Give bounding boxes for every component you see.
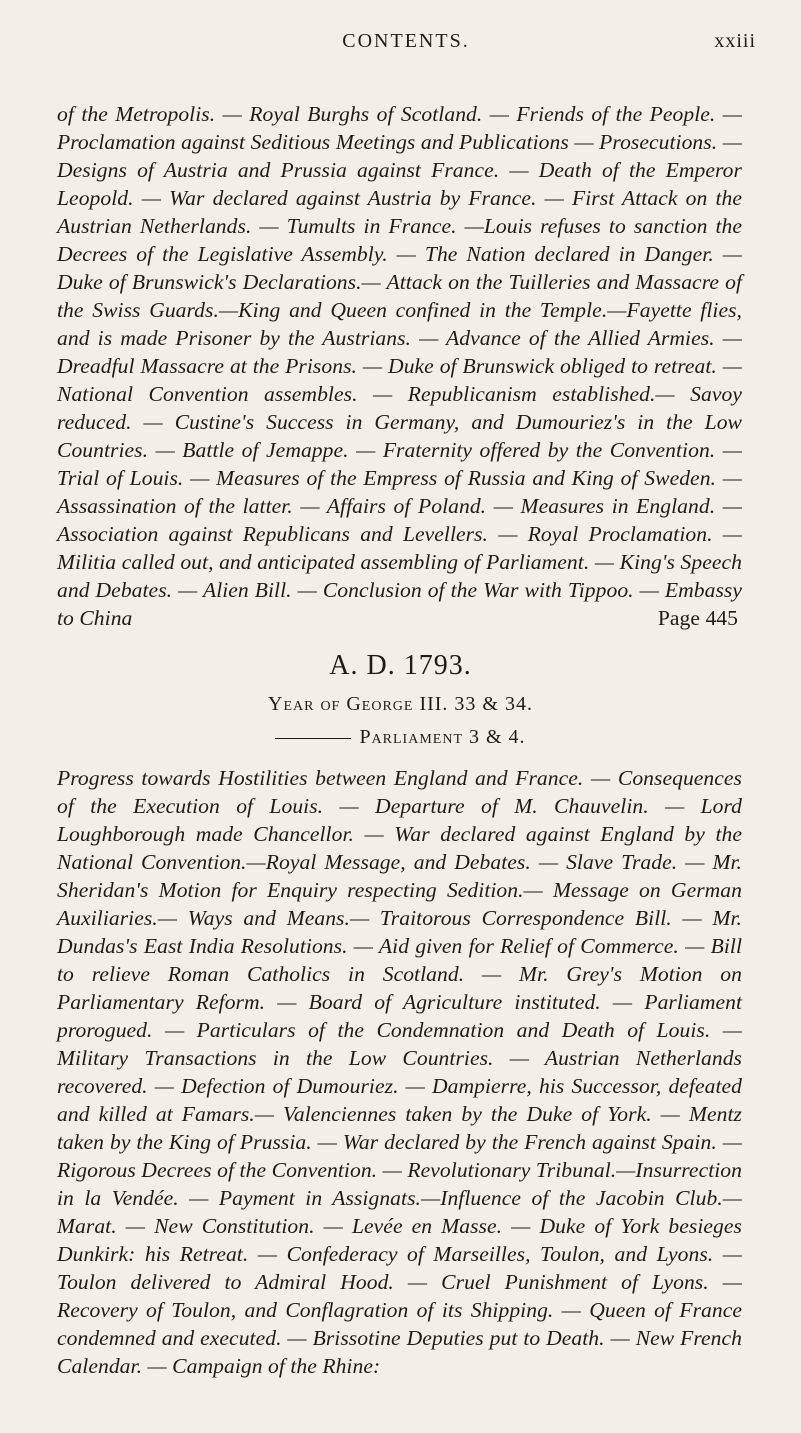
page-number: xxiii [714,30,756,52]
running-head [56,30,756,62]
page-reference: Page 445 [657,606,738,630]
parliament-text: Parliament 3 & 4. [359,726,526,748]
reign-line: Year of George III. 33 & 34. [268,693,533,715]
parliament-line [0,726,801,749]
dash-rule [275,738,351,739]
running-title: CONTENTS. [342,30,470,52]
year-heading: A. D. 1793. [329,650,472,681]
contents-text-2: Progress towards Hostilities between England and France. — Consequences of the Execution of Louis. — Departure of M. Chauvelin. — Lord Loughborough made Chancellor. — War declared against England by the National Convention.—Royal Message, and Debates. — Slave Trade. — Mr. Sheridan's Motion for Enquiry respecting Sedition.— Message on German Auxiliaries.— Ways and Means.— Traitorous Correspondence Bill. — Mr. Dundas's East India Resolutions. — Aid given for Relief of Commerce. — Bill to relieve Roman Catholics in Scotland. — Mr. Grey's Motion on Parliamentary Reform. — Board of Agriculture instituted. — Parliament prorogued. — Particulars of the Condemnation and Death of Louis. — Military Transactions in the Low Countries. — Austrian Netherlands recovered. — Defection of Dumouriez. — Dampierre, his Successor, defeated and killed at Famars.— Valenciennes taken by the Duke of York. — Mentz taken by the King of Prussia. — War declared by the French against Spain. — Rigorous Decrees of the Convention. — Revolutionary Tribunal.—Insurrection in la Vendée. — Payment in Assignats.—Influence of the Jacobin Club.—Marat. — New Constitution. — Levée en Masse. — Duke of York besieges Dunkirk: his Retreat. — Confederacy of Marseilles, Toulon, and Lyons. — Toulon delivered to Admiral Hood. — Cruel Punishment of Lyons. — Recovery of Toulon, and Conflagration of its Shipping. — Queen of France condemned and executed. — Brissotine Deputies put to Death. — New French Calendar. — Campaign of the Rhine: [57,766,742,1378]
contents-paragraph-1 [57,100,742,632]
contents-text-1: of the Metropolis. — Royal Burghs of Scotland. — Friends of the People. — Proclamation against Seditious Meetings and Publications — Prosecutions. — Designs of Austria and Prussia against France. — Death of the Emperor Leopold. — War declared against Austria by France. — First Attack on the Austrian Netherlands. — Tumults in France. —Louis refuses to sanction the Decrees of the Legislative Assembly. — The Nation declared in Danger. — Duke of Brunswick's Declarations.— Attack on the Tuilleries and Massacre of the Swiss Guards.—King and Queen confined in the Temple.—Fayette flies, and is made Prisoner by the Austrians. — Advance of the Allied Armies. — Dreadful Massacre at the Prisons. — Duke of Brunswick obliged to retreat. — National Convention assembles. — Republicanism established.— Savoy reduced. — Custine's Success in Germany, and Dumouriez's in the Low Countries. — Battle of Jemappe. — Fraternity offered by the Convention. — Trial of Louis. — Measures of the Empress of Russia and King of Sweden. — Assassination of the latter. — Affairs of Poland. — Measures in England. — Association against Republicans and Levellers. — Royal Proclamation. — Militia called out, and anticipated assembling of Parliament. — King's Speech and Debates. — Alien Bill. — Conclusion of the War with Tippoo. — Embassy to China [57,102,742,630]
contents-paragraph-2 [57,764,742,1380]
